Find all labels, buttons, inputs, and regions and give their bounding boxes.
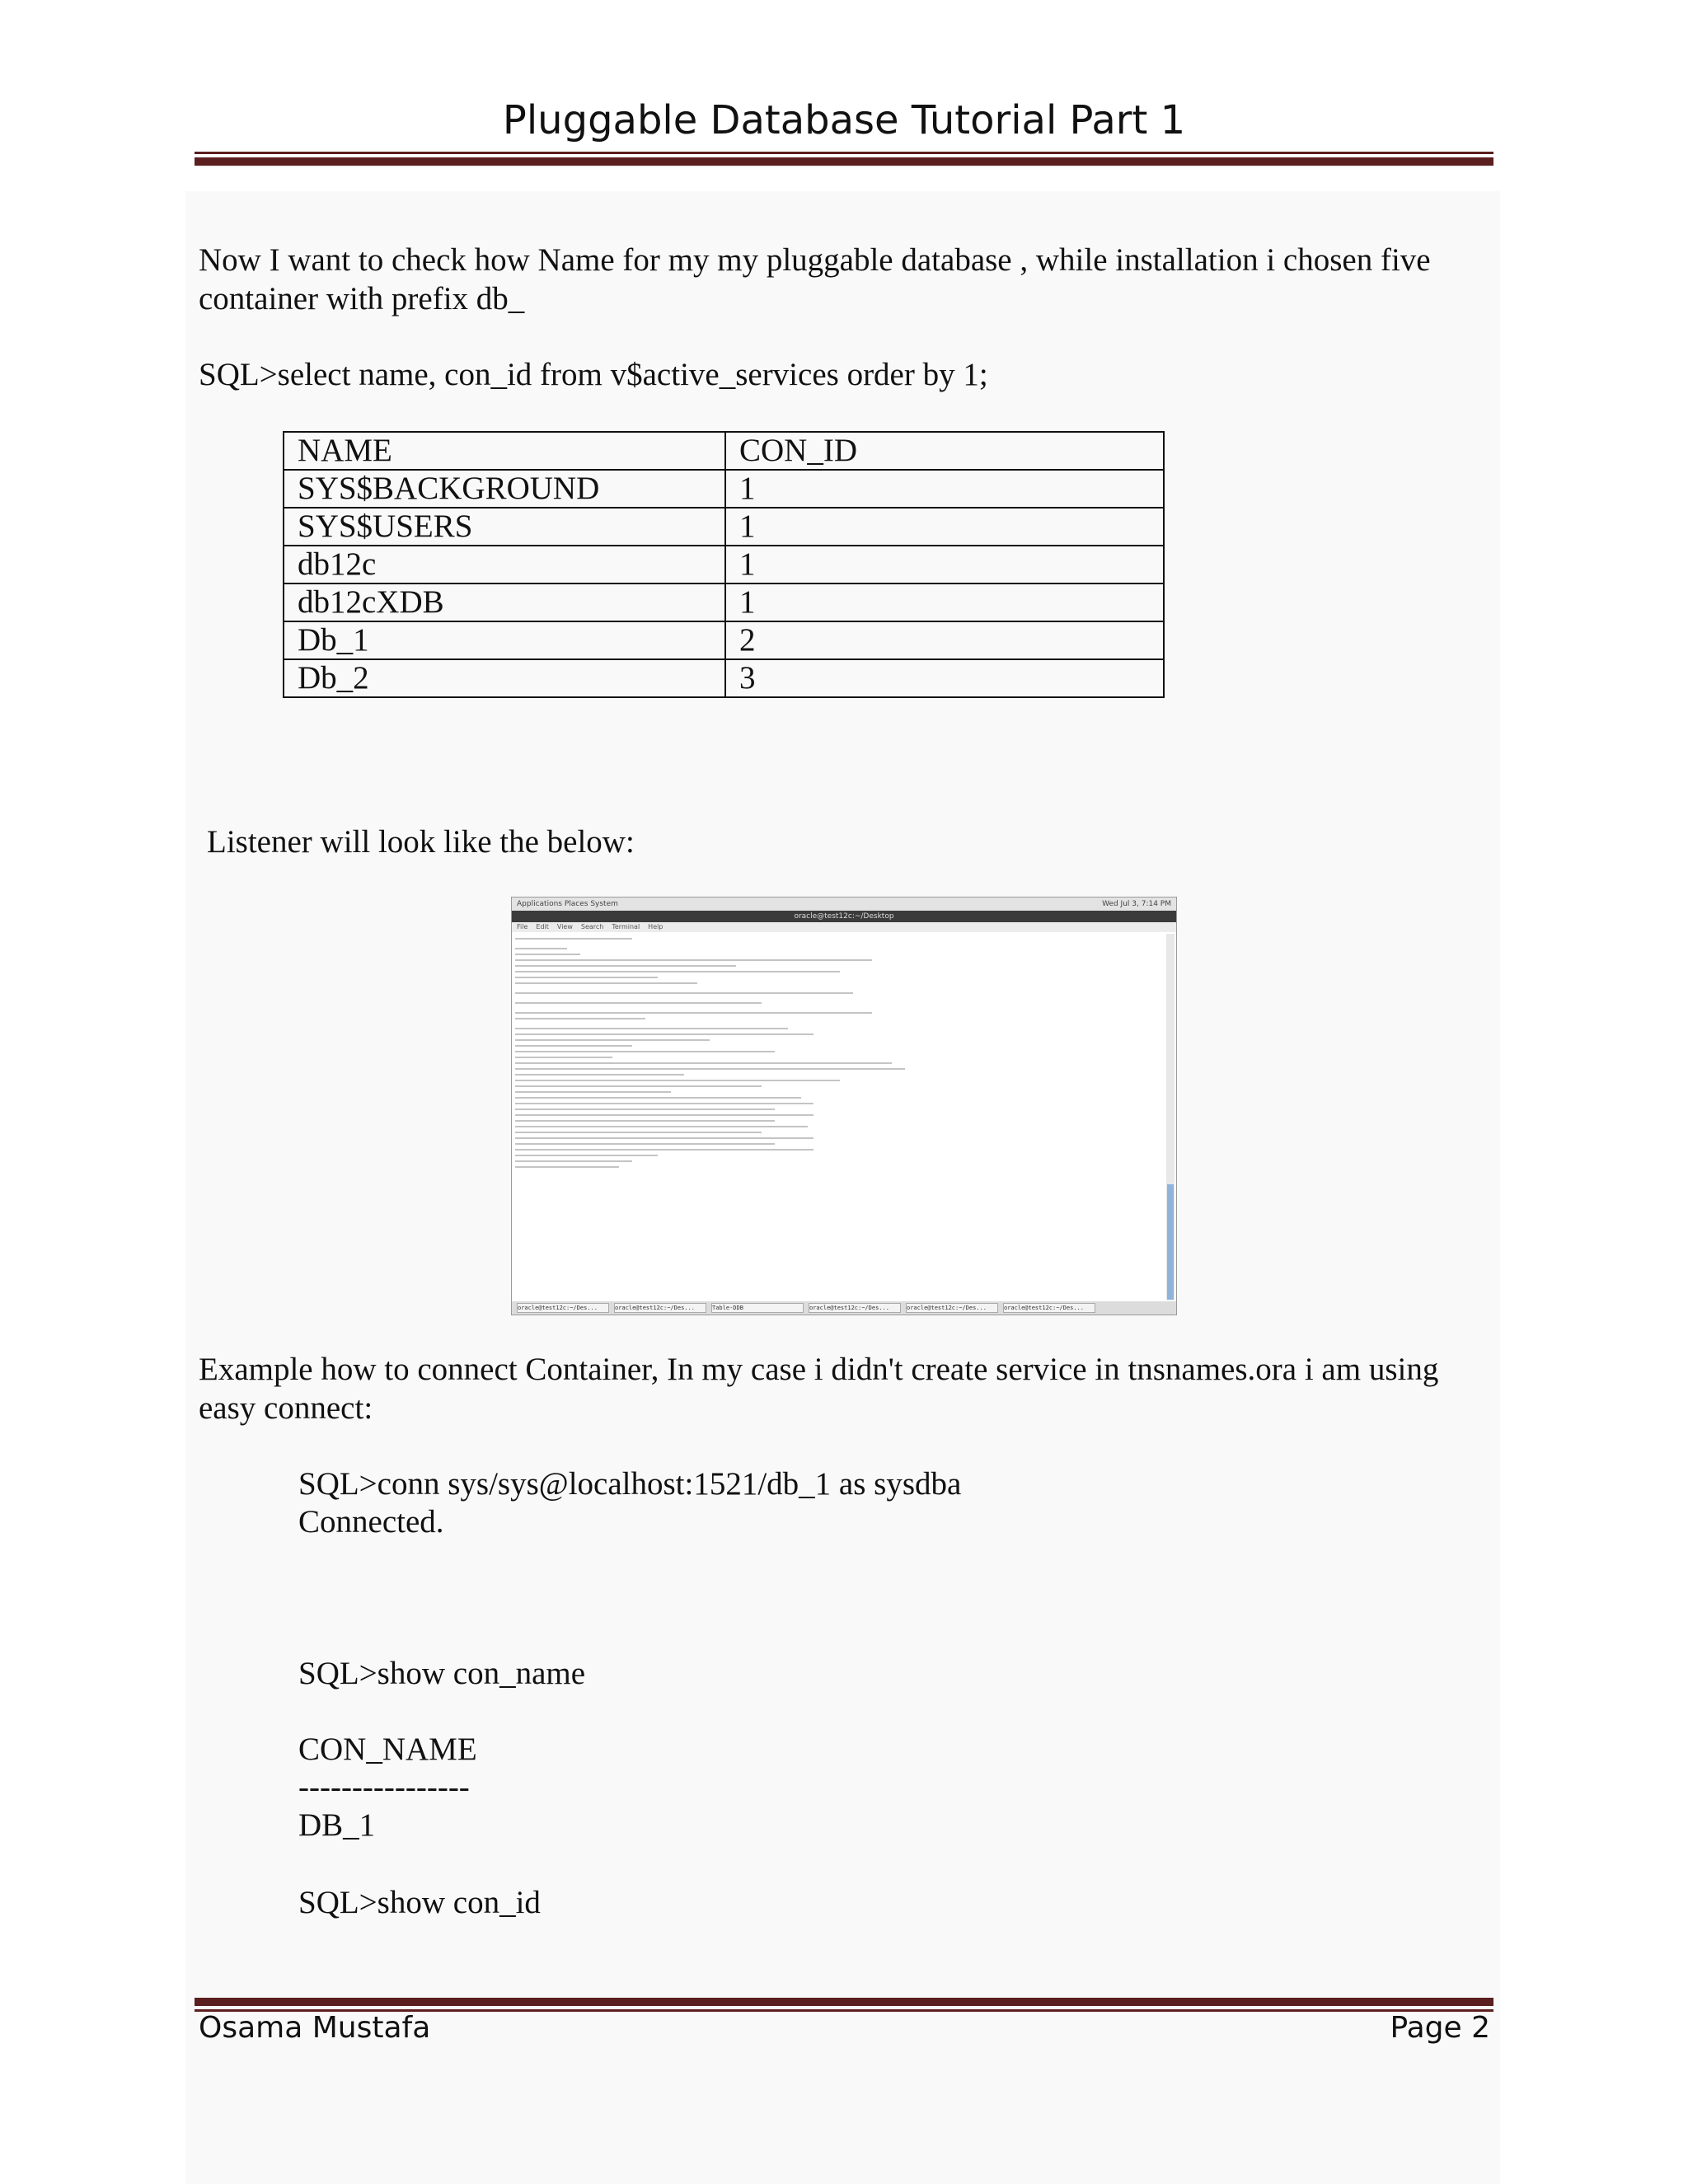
terminal-menu-search: Search	[580, 923, 604, 930]
taskbar-item[interactable]: oracle@test12c:~/Des...	[614, 1303, 706, 1313]
taskbar-item[interactable]: oracle@test12c:~/Des...	[809, 1303, 901, 1313]
terminal-menu-file: File	[517, 923, 528, 930]
table-row	[284, 508, 1164, 546]
column-header-con-id: CON_ID	[725, 432, 1164, 470]
taskbar-item[interactable]: Table-DDB	[711, 1303, 804, 1313]
table-cell: 3	[725, 659, 1164, 697]
footer-page-number: Page 2	[1390, 2011, 1490, 2045]
table-cell: db12cXDB	[284, 583, 725, 621]
terminal-menu-help: Help	[648, 923, 663, 930]
terminal-menu-bar	[512, 922, 1176, 932]
terminal-menu-view: View	[556, 923, 573, 930]
footer-rule	[195, 1998, 1493, 2012]
taskbar-item[interactable]: oracle@test12c:~/Des...	[1003, 1303, 1095, 1313]
intro-line-1: Now I want to check how Name for my my pluggable database , while installation i chosen five	[199, 242, 1431, 278]
table-row	[284, 546, 1164, 583]
terminal-output	[515, 934, 1165, 1300]
connect-intro-line-1: Example how to connect Container, In my case i didn't create service in tnsnames.ora i am using	[199, 1352, 1439, 1387]
table-cell: 1	[725, 583, 1164, 621]
table-cell: Db_1	[284, 621, 725, 659]
show-con-name-command: SQL>show con_name	[298, 1656, 586, 1691]
terminal-menu-terminal: Terminal	[612, 923, 640, 930]
connect-result: Connected.	[298, 1504, 444, 1540]
table-cell: 2	[725, 621, 1164, 659]
connect-paragraph	[199, 1350, 1501, 1427]
table-header-row	[284, 432, 1164, 470]
con-name-separator: ----------------	[298, 1769, 470, 1805]
intro-paragraph	[199, 241, 1501, 318]
show-con-id-command: SQL>show con_id	[298, 1885, 541, 1920]
desktop-taskbar	[512, 1301, 1176, 1315]
header-rule	[195, 152, 1493, 166]
listener-terminal-screenshot	[511, 897, 1177, 1315]
terminal-menu-edit: Edit	[536, 923, 549, 930]
results-table	[283, 431, 1165, 698]
table-cell: 1	[725, 546, 1164, 583]
connect-intro-line-2: easy connect:	[199, 1390, 373, 1426]
table-cell: Db_2	[284, 659, 725, 697]
table-cell: db12c	[284, 546, 725, 583]
table-cell: 1	[725, 508, 1164, 546]
desktop-menu: Applications Places System	[517, 900, 618, 908]
table-cell: SYS$BACKGROUND	[284, 470, 725, 508]
column-header-name: NAME	[284, 432, 725, 470]
intro-line-2: container with prefix db_	[199, 281, 525, 316]
sql-query: SQL>select name, con_id from v$active_services order by 1;	[199, 357, 988, 392]
clock-text: Wed Jul 3, 7:14 PM	[1102, 900, 1171, 908]
desktop-top-panel	[512, 898, 1176, 911]
con-name-value: DB_1	[298, 1807, 376, 1843]
connect-command: SQL>conn sys/sys@localhost:1521/db_1 as sysdba	[298, 1466, 962, 1502]
taskbar-item[interactable]: oracle@test12c:~/Des...	[517, 1303, 609, 1313]
table-cell: SYS$USERS	[284, 508, 725, 546]
taskbar-item[interactable]: oracle@test12c:~/Des...	[906, 1303, 998, 1313]
page-header-title: Pluggable Database Tutorial Part 1	[502, 97, 1186, 143]
connect-command-block	[298, 1465, 1452, 1541]
table-row	[284, 583, 1164, 621]
terminal-scrollbar[interactable]	[1166, 934, 1175, 1300]
con-name-column: CON_NAME	[298, 1732, 477, 1767]
table-row	[284, 659, 1164, 697]
con-name-output	[298, 1731, 1452, 1844]
table-row	[284, 621, 1164, 659]
footer-author: Osama Mustafa	[199, 2011, 431, 2045]
terminal-title-bar: oracle@test12c:~/Desktop	[512, 911, 1176, 922]
table-row	[284, 470, 1164, 508]
table-cell: 1	[725, 470, 1164, 508]
listener-caption: Listener will look like the below:	[207, 824, 635, 860]
